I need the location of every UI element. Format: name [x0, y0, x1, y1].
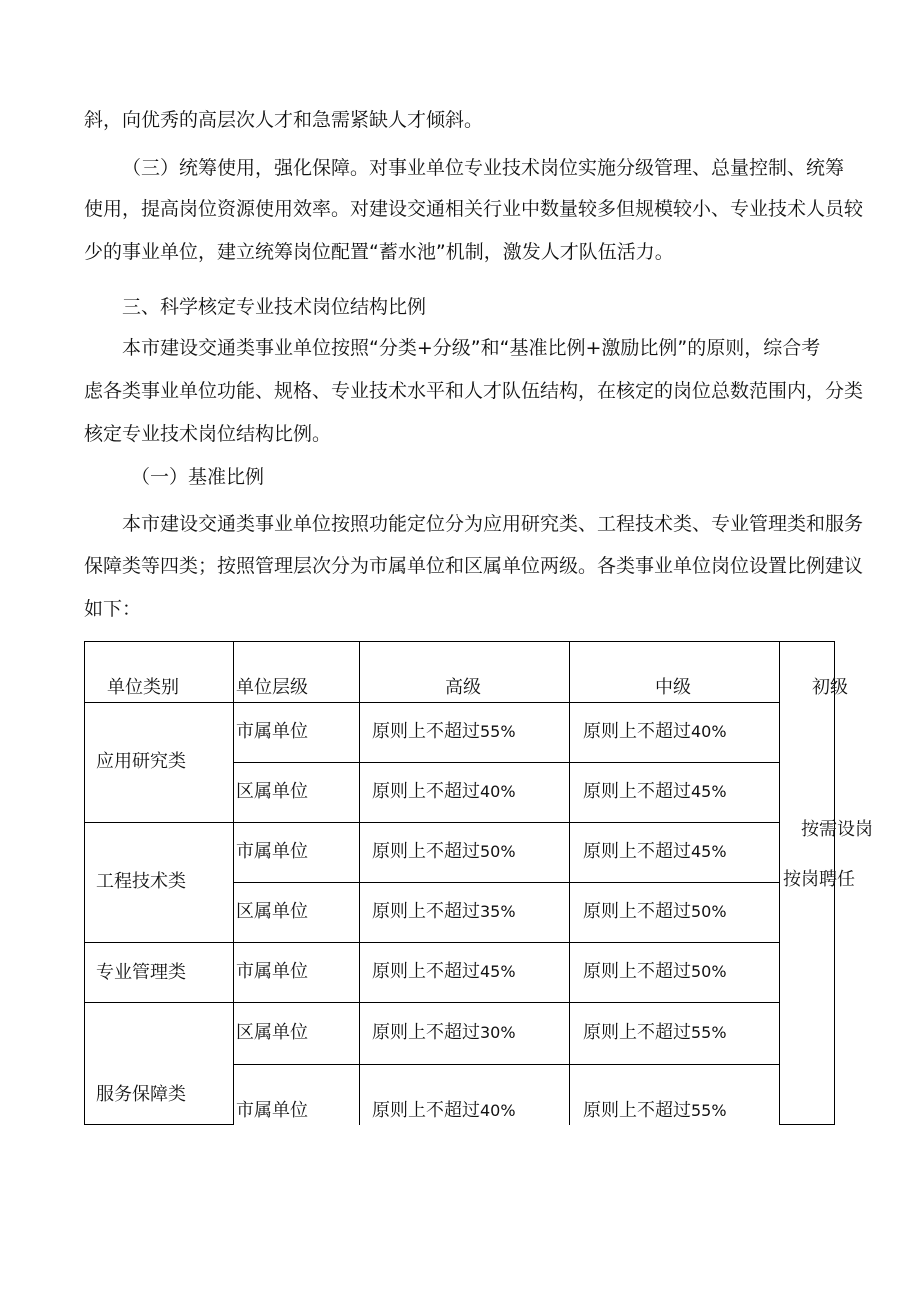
- paragraph-line: 使用，提高岗位资源使用效率。对建设交通相关行业中数量较多但规模较小、专业技术人员较: [84, 198, 864, 220]
- paragraph-line: 虑各类事业单位功能、规格、专业技术水平和人才队伍结构，在核定的岗位总数范围内，分类: [84, 380, 864, 402]
- table-border: [84, 702, 779, 703]
- middle-ratio: 原则上不超过55%: [583, 1100, 727, 1121]
- table-border: [359, 641, 360, 1125]
- senior-ratio: 原则上不超过50%: [372, 841, 516, 862]
- junior-note-line1: 按需设岗: [801, 819, 873, 840]
- table-row-level: 市属单位: [236, 961, 308, 982]
- table-border: [84, 942, 779, 943]
- junior-note-line2: 按岗聘任: [783, 869, 855, 890]
- middle-ratio: 原则上不超过45%: [583, 781, 727, 802]
- table-row-level: 市属单位: [236, 721, 308, 742]
- senior-ratio: 原则上不超过45%: [372, 961, 516, 982]
- table-row-level: 市属单位: [236, 1100, 308, 1121]
- middle-ratio: 原则上不超过55%: [583, 1022, 727, 1043]
- paragraph-line: 核定专业技术岗位结构比例。: [84, 423, 332, 445]
- table-row-level: 区属单位: [236, 901, 308, 922]
- table-border: [233, 762, 779, 763]
- table-border: [233, 1064, 779, 1065]
- paragraph-line: 本市建设交通类事业单位按照功能定位分为应用研究类、工程技术类、专业管理类和服务: [122, 513, 864, 535]
- category-label: 服务保障类: [96, 1084, 186, 1105]
- header-category: 单位类别: [107, 677, 179, 698]
- senior-ratio: 原则上不超过30%: [372, 1022, 516, 1043]
- table-border: [779, 1124, 835, 1125]
- senior-ratio: 原则上不超过40%: [372, 1100, 516, 1121]
- table-border: [84, 641, 779, 642]
- section-heading: 三、科学核定专业技术岗位结构比例: [122, 296, 427, 318]
- table-row-level: 区属单位: [236, 781, 308, 802]
- paragraph-line: （三）统筹使用，强化保障。对事业单位专业技术岗位实施分级管理、总量控制、统筹: [122, 157, 845, 179]
- table-border: [233, 641, 234, 1125]
- table-row-level: 市属单位: [236, 841, 308, 862]
- category-label: 工程技术类: [96, 871, 186, 892]
- category-label: 应用研究类: [96, 751, 186, 772]
- category-label: 专业管理类: [96, 962, 186, 983]
- subsection-heading: （一）基准比例: [131, 466, 265, 488]
- table-border: [569, 641, 570, 1125]
- senior-ratio: 原则上不超过55%: [372, 721, 516, 742]
- senior-ratio: 原则上不超过35%: [372, 901, 516, 922]
- middle-ratio: 原则上不超过45%: [583, 841, 727, 862]
- middle-ratio: 原则上不超过40%: [583, 721, 727, 742]
- middle-ratio: 原则上不超过50%: [583, 901, 727, 922]
- paragraph-line: 斜，向优秀的高层次人才和急需紧缺人才倾斜。: [84, 109, 484, 131]
- header-middle: 中级: [655, 677, 691, 698]
- table-border: [84, 822, 779, 823]
- header-junior: 初级: [812, 677, 848, 698]
- table-row-level: 区属单位: [236, 1022, 308, 1043]
- paragraph-line: 本市建设交通类事业单位按照“分类+分级”和“基准比例+激励比例”的原则，综合考: [122, 337, 821, 359]
- middle-ratio: 原则上不超过50%: [583, 961, 727, 982]
- senior-ratio: 原则上不超过40%: [372, 781, 516, 802]
- table-border: [84, 641, 85, 1125]
- paragraph-line: 保障类等四类；按照管理层次分为市属单位和区属单位两级。各类事业单位岗位设置比例建议: [84, 555, 864, 577]
- table-border: [233, 882, 779, 883]
- table-border: [84, 1124, 234, 1125]
- header-level: 单位层级: [236, 677, 308, 698]
- paragraph-line: 如下：: [84, 598, 142, 620]
- paragraph-line: 少的事业单位，建立统筹岗位配置“蓄水池”机制，激发人才队伍活力。: [84, 241, 674, 263]
- table-border: [779, 641, 835, 642]
- header-senior: 高级: [445, 677, 481, 698]
- table-border: [84, 1002, 779, 1003]
- table-border: [779, 641, 780, 1125]
